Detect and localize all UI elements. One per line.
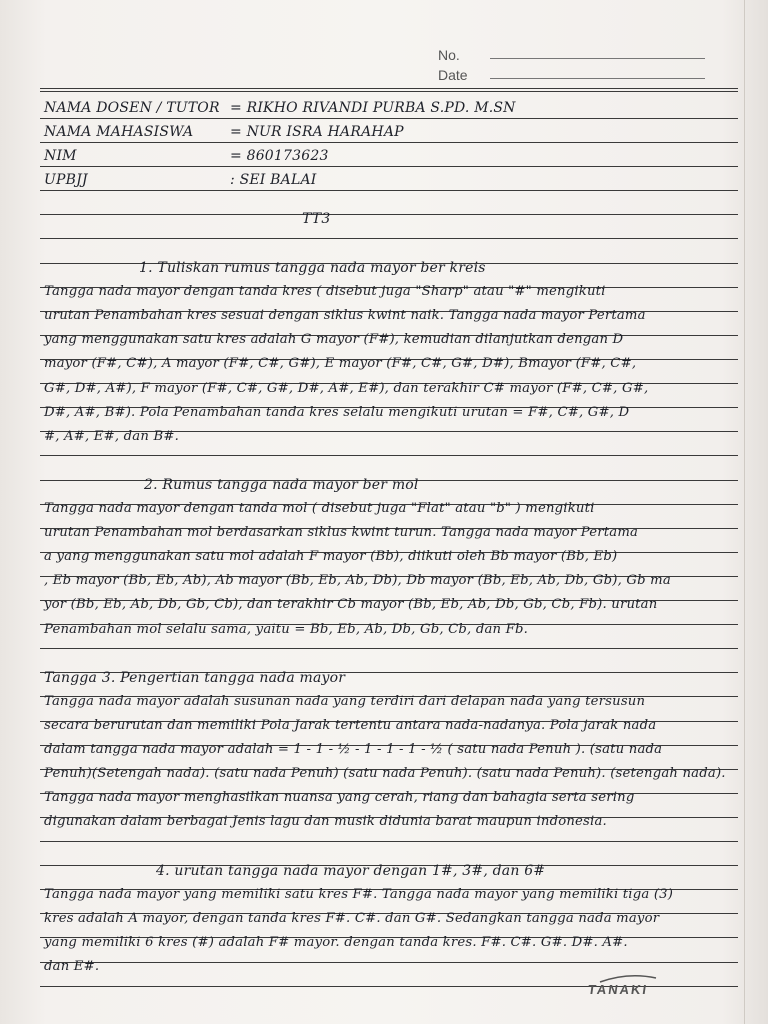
text-line: dalam tangga nada mayor adalah = 1 - 1 - ½ - 1 - 1 - 1 - ½ ( satu nada Penuh ). (satu nada [44, 742, 663, 757]
header-value-mahasiswa: = NUR ISRA HARAHAP [230, 124, 404, 140]
section-heading: 2. Rumus tangga nada mayor ber mol [144, 477, 419, 493]
rule-line [40, 962, 738, 963]
header-label-mahasiswa: NAMA MAHASISWA [44, 124, 194, 140]
text-line: Tangga nada mayor dengan tanda mol ( disebut juga "Flat" atau "b" ) mengikuti [44, 501, 595, 516]
text-line: digunakan dalam berbagai Jenis lagu dan musik didunia barat maupun indonesia. [44, 814, 607, 829]
date-blank [490, 78, 705, 79]
text-line: mayor (F#, C#), A mayor (F#, C#, G#), E mayor (F#, C#, G#, D#), Bmayor (F#, C#, [44, 356, 637, 371]
rule-line [40, 648, 738, 649]
text-line: a yang menggunakan satu mol adalah F mayor (Bb), diikuti oleh Bb mayor (Bb, Eb) [44, 549, 618, 564]
text-line: Tangga nada mayor dengan tanda kres ( disebut juga "Sharp" atau "#" mengikuti [44, 284, 606, 299]
no-blank [490, 58, 705, 59]
rule-line [40, 455, 738, 456]
section-heading: 1. Tuliskan rumus tangga nada mayor ber kreis [139, 260, 486, 276]
text-line: D#, A#, B#). Pola Penambahan tanda kres selalu mengikuti urutan = F#, C#, G#, D [44, 405, 630, 420]
header-value-nim: = 860173623 [230, 148, 329, 164]
text-line: secara berurutan dan memiliki Pola Jarak tertentu antara nada-nadanya. Pola jarak nada [44, 718, 657, 733]
text-line: Penambahan mol selalu sama, yaitu = Bb, Eb, Ab, Db, Gb, Cb, dan Fb. [44, 622, 529, 637]
text-line: Tangga nada mayor menghasilkan nuansa yang cerah, riang dan bahagia serta sering [44, 790, 635, 805]
header-value-dosen: = RIKHO RIVANDI PURBA S.PD. M.SN [230, 100, 516, 116]
document-title: TT3 [302, 211, 331, 227]
text-line: #, A#, E#, dan B#. [44, 429, 179, 444]
text-line: Tangga nada mayor adalah susunan nada yang terdiri dari delapan nada yang tersusun [44, 694, 646, 709]
rule-line [40, 118, 738, 119]
margin-line [744, 0, 745, 1024]
header-label-nim: NIM [44, 148, 77, 164]
text-line: G#, D#, A#), F mayor (F#, C#, G#, D#, A#, E#), dan terakhir C# mayor (F#, C#, G#, [44, 381, 649, 396]
section-heading: Tangga 3. Pengertian tangga nada mayor [44, 670, 346, 686]
rule-line [40, 166, 738, 167]
text-line: , Eb mayor (Bb, Eb, Ab), Ab mayor (Bb, Eb, Ab, Db), Db mayor (Bb, Eb, Ab, Db, Gb), Gb ma [44, 573, 671, 588]
no-label: No. [438, 47, 460, 63]
text-line: yang menggunakan satu kres adalah G mayor (F#), kemudian dilanjutkan dengan D [44, 332, 624, 347]
text-line: yor (Bb, Eb, Ab, Db, Gb, Cb), dan terakhir Cb mayor (Bb, Eb, Ab, Db, Gb, Cb, Fb). urutan [44, 597, 658, 612]
rule-line [40, 214, 738, 215]
rule-line [40, 142, 738, 143]
header-label-dosen: NAMA DOSEN / TUTOR [44, 100, 220, 116]
header-label-upbjj: UPBJJ [44, 172, 88, 188]
brand-logo: TANAKI [586, 982, 650, 997]
text-line: urutan Penambahan mol berdasarkan siklus kwint turun. Tangga nada mayor Pertama [44, 525, 639, 540]
text-line: kres adalah A mayor, dengan tanda kres F#. C#. dan G#. Sedangkan tangga nada mayor [44, 911, 660, 926]
date-label: Date [438, 67, 468, 83]
text-line: yang memiliki 6 kres (#) adalah F# mayor. dengan tanda kres. F#. C#. G#. D#. A#. [44, 935, 628, 950]
text-line: urutan Penambahan kres sesuai dengan siklus kwint naik. Tangga nada mayor Pertama [44, 308, 646, 323]
rule-line [40, 841, 738, 842]
text-line: Penuh)(Setengah nada). (satu nada Penuh) (satu nada Penuh). (satu nada Penuh). (setengah nada). [44, 766, 726, 781]
rule-line [40, 190, 738, 191]
section-heading: 4. urutan tangga nada mayor dengan 1#, 3#, dan 6# [156, 863, 546, 879]
text-line: Tangga nada mayor yang memiliki satu kres F#. Tangga nada mayor yang memiliki tiga (3) [44, 887, 674, 902]
header-value-upbjj: : SEI BALAI [230, 172, 317, 188]
text-line: dan E#. [44, 959, 100, 974]
rule-line [40, 238, 738, 239]
top-double-rule [40, 88, 738, 92]
